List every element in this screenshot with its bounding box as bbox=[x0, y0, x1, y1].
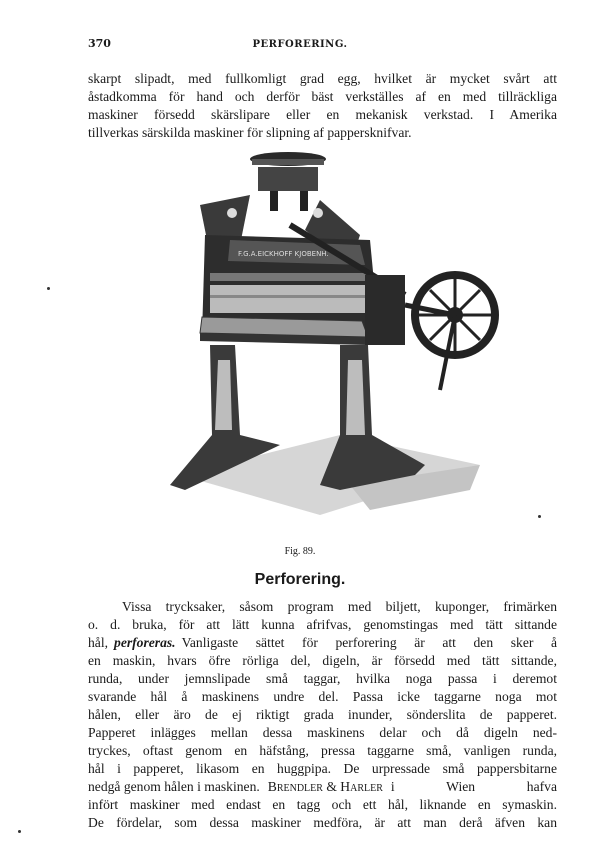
text-line: infört maskiner med endast en tagg och ett hål, liknande en symaskin. bbox=[88, 797, 557, 812]
running-head: PERFORERING. bbox=[252, 39, 348, 50]
text-line: runda, under jemnslipade små taggar, hvilka noga passa i deremot bbox=[88, 671, 557, 686]
text-line: o. d. bruka, för att lätt kunna afrifvas, genomstingas med tätt sittande bbox=[88, 617, 557, 632]
text-span: i Wien hafva bbox=[390, 779, 557, 794]
text-span: nedgå genom hålen i maskinen. bbox=[88, 779, 260, 794]
text-line: skarpt slipadt, med fullkomligt grad egg, hvilket är mycket svårt att bbox=[88, 71, 557, 86]
author-names: Brendler & Harler bbox=[267, 779, 383, 794]
text-line: åstadkomma för hand och derför bäst verkställes af en med tillräckliga bbox=[88, 89, 557, 104]
text-line: maskiner försedd skärslipare eller en mekanisk verkstad. I Amerika bbox=[88, 107, 557, 122]
text-line: en maskin, hvars öfre rörliga del, digeln, är försedd med tätt sittande, bbox=[88, 653, 557, 668]
paper-cutting-machine-illustration bbox=[140, 145, 510, 535]
text-span: Vanligaste sättet för perforering är att den sker å bbox=[181, 635, 557, 650]
text-line: De fördelar, som dessa maskiner medföra, är att man derå äfven kan bbox=[88, 815, 557, 830]
text-line: Vissa trycksaker, såsom program med biljett, kuponger, frimärken bbox=[122, 599, 557, 614]
section-heading: Perforering. bbox=[254, 571, 346, 588]
text-line: tryckes, oftast genom en häfstång, pressa taggarne små, vanligen runda, bbox=[88, 743, 557, 758]
maker-plate: F.G.A.EICKHOFF KJOBENH. bbox=[238, 250, 329, 258]
scan-speck bbox=[18, 830, 21, 833]
text-line: svarande hål å maskinens undre del. Passa icke taggarne noga mot bbox=[88, 689, 557, 704]
text-line: Papperet inlägges mellan dessa maskinens delar och då digeln ned- bbox=[88, 725, 557, 740]
text-line bbox=[88, 778, 557, 796]
text-line: hål i papperet, likasom en huggpipa. De urpressade små pappersbitarne bbox=[88, 761, 557, 776]
text-span: hål, bbox=[88, 635, 109, 650]
emphasis-perforeras: perforeras. bbox=[114, 635, 176, 650]
scan-speck bbox=[538, 515, 541, 518]
text-line: tillverkas särskilda maskiner för slipning af pappersknifvar. bbox=[88, 125, 412, 140]
text-line bbox=[88, 634, 557, 652]
text-line: hålen, eller äro de ej riktigt grada inunder, sönderslita de papperet. bbox=[88, 707, 557, 722]
figure-caption: Fig. 89. bbox=[284, 546, 316, 557]
page-number: 370 bbox=[88, 37, 111, 50]
scan-speck bbox=[47, 287, 50, 290]
